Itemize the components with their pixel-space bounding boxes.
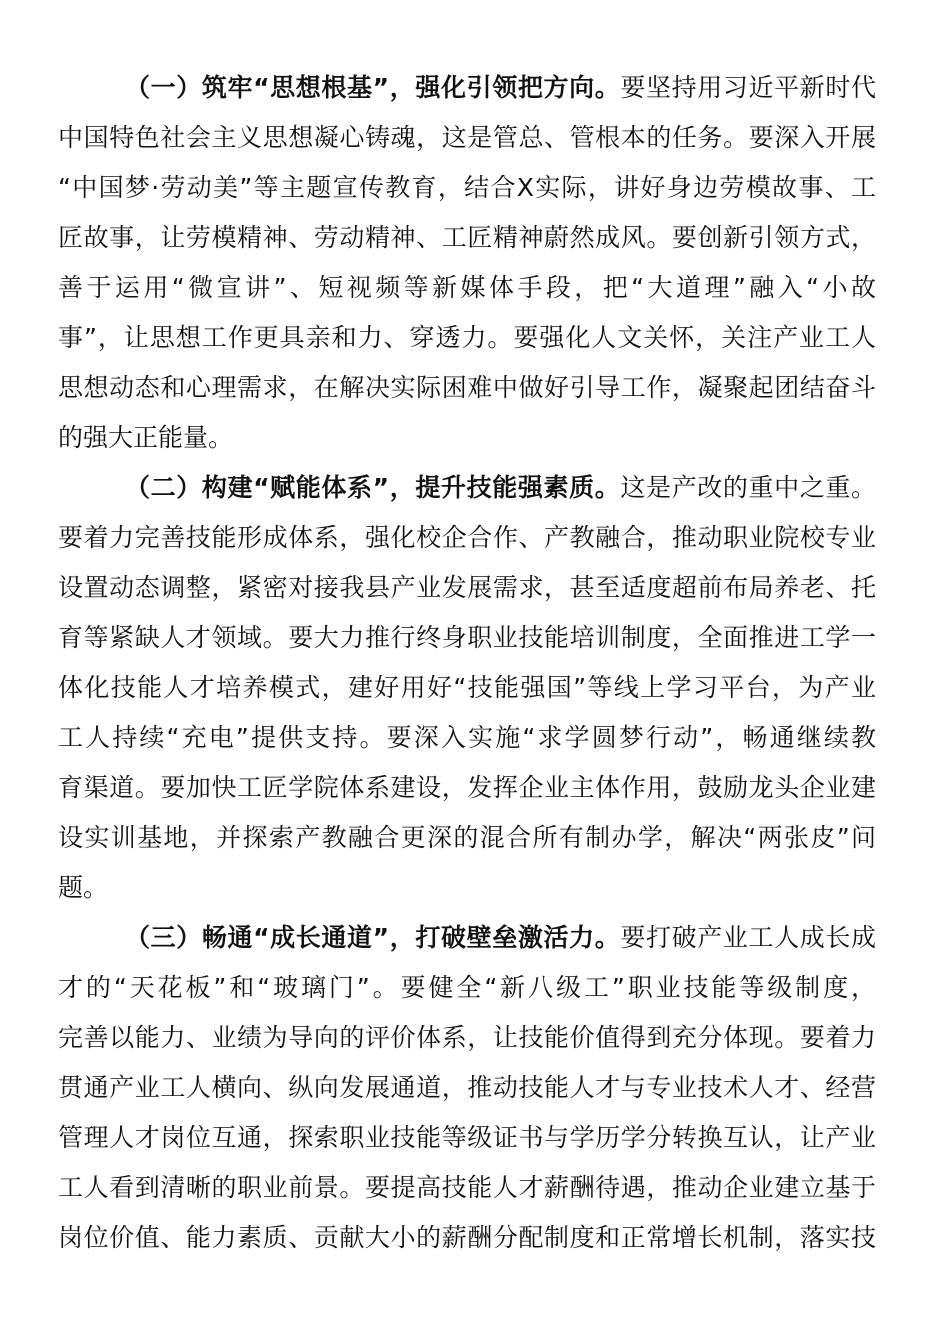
paragraph-line: 岗位价值、能力素质、贡献大小的薪酬分配制度和正常增长机制，落实技: [58, 1223, 876, 1252]
paragraph-heading: （三）畅通“成长通道”，打破壁垒激活力。: [125, 923, 621, 952]
paragraph-line: 题。: [58, 873, 109, 902]
paragraph-line: 匠故事，让劳模精神、劳动精神、工匠精神蔚然成风。要创新引领方式，: [58, 223, 876, 252]
paragraph-line: 管理人才岗位互通，探索职业技能等级证书与学历学分转换互认，让产业: [58, 1123, 876, 1152]
paragraph-3: [58, 913, 876, 1263]
paragraph-line: 育渠道。要加快工匠学院体系建设，发挥企业主体作用，鼓励龙头企业建: [58, 773, 876, 802]
paragraph-line: 育等紧缺人才领域。要大力推行终身职业技能培训制度，全面推进工学一: [58, 623, 876, 652]
paragraph-line: 完善以能力、业绩为导向的评价体系，让技能价值得到充分体现。要着力: [58, 1023, 876, 1052]
paragraph-heading: （二）构建“赋能体系”，提升技能强素质。: [125, 473, 621, 502]
paragraph-text: 这是产改的重中之重。: [620, 473, 876, 502]
paragraph-line: 工人持续“充电”提供支持。要深入实施“求学圆梦行动”，畅通继续教: [58, 723, 876, 752]
paragraph-line: 的强大正能量。: [58, 423, 234, 452]
paragraph-first-line: [58, 463, 876, 513]
paragraph-line: 设置动态调整，紧密对接我县产业发展需求，甚至适度超前布局养老、托: [58, 573, 876, 602]
paragraph-line: 贯通产业工人横向、纵向发展通道，推动技能人才与专业技术人才、经营: [58, 1073, 876, 1102]
paragraph-text: 要坚持用习近平新时代: [620, 73, 876, 102]
paragraph-first-line: [58, 63, 876, 113]
paragraph-line: 中国特色社会主义思想凝心铸魂，这是管总、管根本的任务。要深入开展: [58, 123, 876, 152]
paragraph-line: 思想动态和心理需求，在解决实际困难中做好引导工作，凝聚起团结奋斗: [58, 373, 876, 402]
paragraph-heading: （一）筑牢“思想根基”，强化引领把方向。: [125, 73, 621, 102]
paragraph-first-line: [58, 913, 876, 963]
paragraph-line: 才的“天花板”和“玻璃门”。要健全“新八级工”职业技能等级制度，: [58, 973, 876, 1002]
paragraph-line: 工人看到清晰的职业前景。要提高技能人才薪酬待遇，推动企业建立基于: [58, 1173, 876, 1202]
paragraph-text: 要打破产业工人成长成: [620, 923, 876, 952]
paragraph-line: “中国梦·劳动美”等主题宣传教育，结合X实际，讲好身边劳模故事、工: [58, 173, 876, 202]
paragraph-line: 体化技能人才培养模式，建好用好“技能强国”等线上学习平台，为产业: [58, 673, 876, 702]
paragraph-line: 事”，让思想工作更具亲和力、穿透力。要强化人文关怀，关注产业工人: [58, 323, 876, 352]
paragraph-line: 善于运用“微宣讲”、短视频等新媒体手段，把“大道理”融入“小故: [58, 273, 876, 302]
paragraph-line: 要着力完善技能形成体系，强化校企合作、产教融合，推动职业院校专业: [58, 523, 876, 552]
paragraph-2: [58, 463, 876, 913]
paragraph-line: 设实训基地，并探索产教融合更深的混合所有制办学，解决“两张皮”问: [58, 823, 876, 852]
document-page: [58, 63, 876, 1263]
paragraph-1: [58, 63, 876, 463]
